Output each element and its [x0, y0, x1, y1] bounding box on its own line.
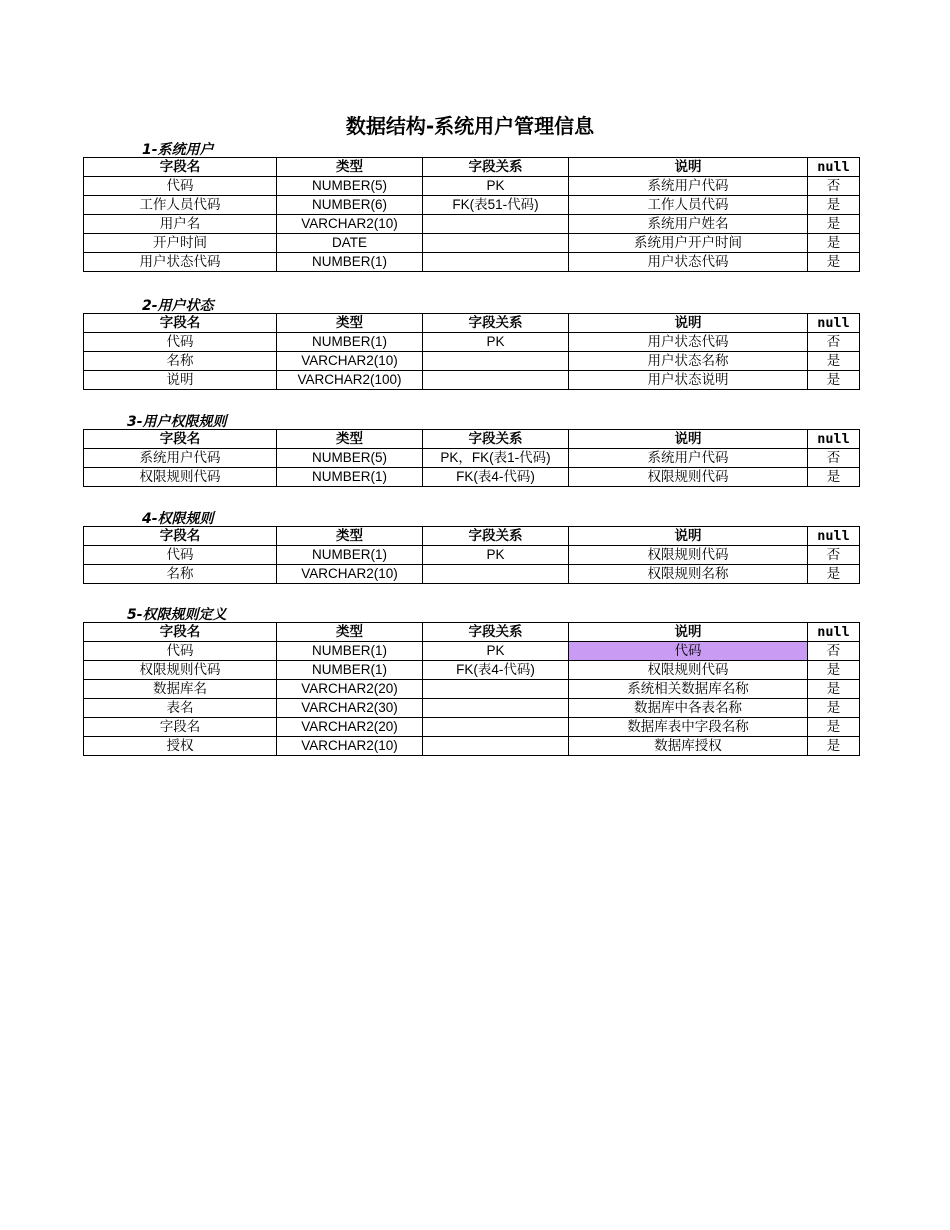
- header-desc: 说明: [569, 623, 808, 642]
- cell-null: 是: [808, 215, 860, 234]
- header-type: 类型: [277, 623, 423, 642]
- cell-rel: FK(表4-代码): [423, 468, 569, 487]
- header-row: [84, 314, 860, 333]
- cell-null: 是: [808, 234, 860, 253]
- cell-desc: 工作人员代码: [569, 196, 808, 215]
- cell-type: DATE: [277, 234, 423, 253]
- cell-null: 是: [808, 468, 860, 487]
- cell-name: 代码: [84, 333, 277, 352]
- header-rel: 字段关系: [423, 527, 569, 546]
- cell-type: NUMBER(1): [277, 642, 423, 661]
- cell-type: VARCHAR2(30): [277, 699, 423, 718]
- cell-desc: 数据库中各表名称: [569, 699, 808, 718]
- cell-null: 否: [808, 642, 860, 661]
- section-title-3: 3-用户权限规则: [127, 414, 227, 430]
- cell-name: 说明: [84, 371, 277, 390]
- cell-desc: 权限规则代码: [569, 468, 808, 487]
- table-row: [84, 215, 860, 234]
- cell-rel: [423, 737, 569, 756]
- cell-rel: FK(表51-代码): [423, 196, 569, 215]
- cell-rel: PK: [423, 546, 569, 565]
- table-row: [84, 253, 860, 272]
- cell-name: 名称: [84, 352, 277, 371]
- header-name: 字段名: [84, 430, 277, 449]
- table-row: [84, 468, 860, 487]
- header-null: null: [808, 314, 860, 333]
- cell-desc: 权限规则代码: [569, 661, 808, 680]
- cell-name: 代码: [84, 177, 277, 196]
- cell-null: 是: [808, 253, 860, 272]
- header-rel: 字段关系: [423, 314, 569, 333]
- table-row: [84, 699, 860, 718]
- cell-null: 是: [808, 699, 860, 718]
- cell-type: VARCHAR2(100): [277, 371, 423, 390]
- table-user-status: [83, 313, 860, 390]
- table-row: [84, 234, 860, 253]
- cell-name: 用户状态代码: [84, 253, 277, 272]
- table-row: [84, 449, 860, 468]
- table-row: [84, 371, 860, 390]
- cell-rel: FK(表4-代码): [423, 661, 569, 680]
- header-rel: 字段关系: [423, 158, 569, 177]
- cell-type: NUMBER(1): [277, 546, 423, 565]
- cell-type: NUMBER(5): [277, 449, 423, 468]
- section-title-4: 4-权限规则: [142, 511, 214, 527]
- cell-desc: 系统用户姓名: [569, 215, 808, 234]
- cell-type: VARCHAR2(10): [277, 215, 423, 234]
- cell-null: 是: [808, 371, 860, 390]
- cell-rel: [423, 699, 569, 718]
- cell-null: 是: [808, 737, 860, 756]
- cell-rel: [423, 234, 569, 253]
- page-title: 数据结构-系统用户管理信息: [345, 114, 595, 138]
- cell-type: VARCHAR2(10): [277, 737, 423, 756]
- cell-null: 否: [808, 177, 860, 196]
- cell-type: NUMBER(1): [277, 468, 423, 487]
- cell-rel: [423, 680, 569, 699]
- header-name: 字段名: [84, 158, 277, 177]
- cell-rel: [423, 215, 569, 234]
- cell-type: NUMBER(1): [277, 661, 423, 680]
- cell-name: 工作人员代码: [84, 196, 277, 215]
- cell-rel: PK: [423, 177, 569, 196]
- header-row: [84, 527, 860, 546]
- header-null: null: [808, 623, 860, 642]
- header-row: [84, 623, 860, 642]
- cell-name: 代码: [84, 546, 277, 565]
- header-type: 类型: [277, 314, 423, 333]
- header-rel: 字段关系: [423, 623, 569, 642]
- cell-type: VARCHAR2(10): [277, 352, 423, 371]
- cell-name: 权限规则代码: [84, 468, 277, 487]
- cell-null: 否: [808, 333, 860, 352]
- section-title-2: 2-用户状态: [142, 298, 214, 314]
- cell-desc: 系统用户代码: [569, 449, 808, 468]
- cell-desc: 权限规则名称: [569, 565, 808, 584]
- cell-null: 是: [808, 661, 860, 680]
- header-name: 字段名: [84, 314, 277, 333]
- cell-desc: 数据库授权: [569, 737, 808, 756]
- cell-desc: 数据库表中字段名称: [569, 718, 808, 737]
- cell-rel: [423, 565, 569, 584]
- cell-name: 数据库名: [84, 680, 277, 699]
- cell-rel: [423, 253, 569, 272]
- table-system-user: [83, 157, 860, 272]
- table-row: [84, 546, 860, 565]
- cell-null: 是: [808, 718, 860, 737]
- cell-desc: 系统相关数据库名称: [569, 680, 808, 699]
- table-row: [84, 680, 860, 699]
- cell-name: 表名: [84, 699, 277, 718]
- header-null: null: [808, 158, 860, 177]
- cell-desc: 用户状态说明: [569, 371, 808, 390]
- table-row: [84, 718, 860, 737]
- section-title-5: 5-权限规则定义: [127, 607, 227, 623]
- cell-rel: PK，FK(表1-代码): [423, 449, 569, 468]
- cell-name: 系统用户代码: [84, 449, 277, 468]
- header-desc: 说明: [569, 430, 808, 449]
- cell-name: 授权: [84, 737, 277, 756]
- header-type: 类型: [277, 430, 423, 449]
- cell-desc-highlighted: 代码: [569, 642, 808, 661]
- table-permission-rule-definition: [83, 622, 860, 756]
- cell-null: 否: [808, 546, 860, 565]
- header-row: [84, 158, 860, 177]
- table-row: [84, 196, 860, 215]
- cell-name: 开户时间: [84, 234, 277, 253]
- cell-name: 名称: [84, 565, 277, 584]
- cell-desc: 用户状态代码: [569, 333, 808, 352]
- header-desc: 说明: [569, 158, 808, 177]
- cell-rel: [423, 718, 569, 737]
- cell-rel: PK: [423, 333, 569, 352]
- header-null: null: [808, 430, 860, 449]
- cell-null: 是: [808, 565, 860, 584]
- header-desc: 说明: [569, 314, 808, 333]
- cell-type: NUMBER(5): [277, 177, 423, 196]
- header-name: 字段名: [84, 623, 277, 642]
- header-type: 类型: [277, 527, 423, 546]
- cell-name: 代码: [84, 642, 277, 661]
- cell-name: 权限规则代码: [84, 661, 277, 680]
- header-type: 类型: [277, 158, 423, 177]
- cell-rel: [423, 371, 569, 390]
- cell-null: 是: [808, 680, 860, 699]
- table-row: [84, 333, 860, 352]
- cell-type: NUMBER(1): [277, 253, 423, 272]
- cell-type: NUMBER(6): [277, 196, 423, 215]
- cell-rel: [423, 352, 569, 371]
- cell-desc: 权限规则代码: [569, 546, 808, 565]
- cell-null: 是: [808, 196, 860, 215]
- table-row: [84, 177, 860, 196]
- header-rel: 字段关系: [423, 430, 569, 449]
- table-row: [84, 642, 860, 661]
- section-title-1: 1-系统用户: [142, 142, 214, 158]
- table-row: [84, 737, 860, 756]
- cell-type: VARCHAR2(20): [277, 680, 423, 699]
- table-row: [84, 661, 860, 680]
- cell-type: VARCHAR2(20): [277, 718, 423, 737]
- cell-type: VARCHAR2(10): [277, 565, 423, 584]
- cell-desc: 系统用户代码: [569, 177, 808, 196]
- table-row: [84, 352, 860, 371]
- cell-desc: 系统用户开户时间: [569, 234, 808, 253]
- header-row: [84, 430, 860, 449]
- cell-null: 是: [808, 352, 860, 371]
- cell-name: 用户名: [84, 215, 277, 234]
- cell-rel: PK: [423, 642, 569, 661]
- cell-name: 字段名: [84, 718, 277, 737]
- header-desc: 说明: [569, 527, 808, 546]
- header-null: null: [808, 527, 860, 546]
- table-permission-rule: [83, 526, 860, 584]
- table-user-permission-rule: [83, 429, 860, 487]
- cell-desc: 用户状态名称: [569, 352, 808, 371]
- table-row: [84, 565, 860, 584]
- header-name: 字段名: [84, 527, 277, 546]
- cell-type: NUMBER(1): [277, 333, 423, 352]
- cell-null: 否: [808, 449, 860, 468]
- cell-desc: 用户状态代码: [569, 253, 808, 272]
